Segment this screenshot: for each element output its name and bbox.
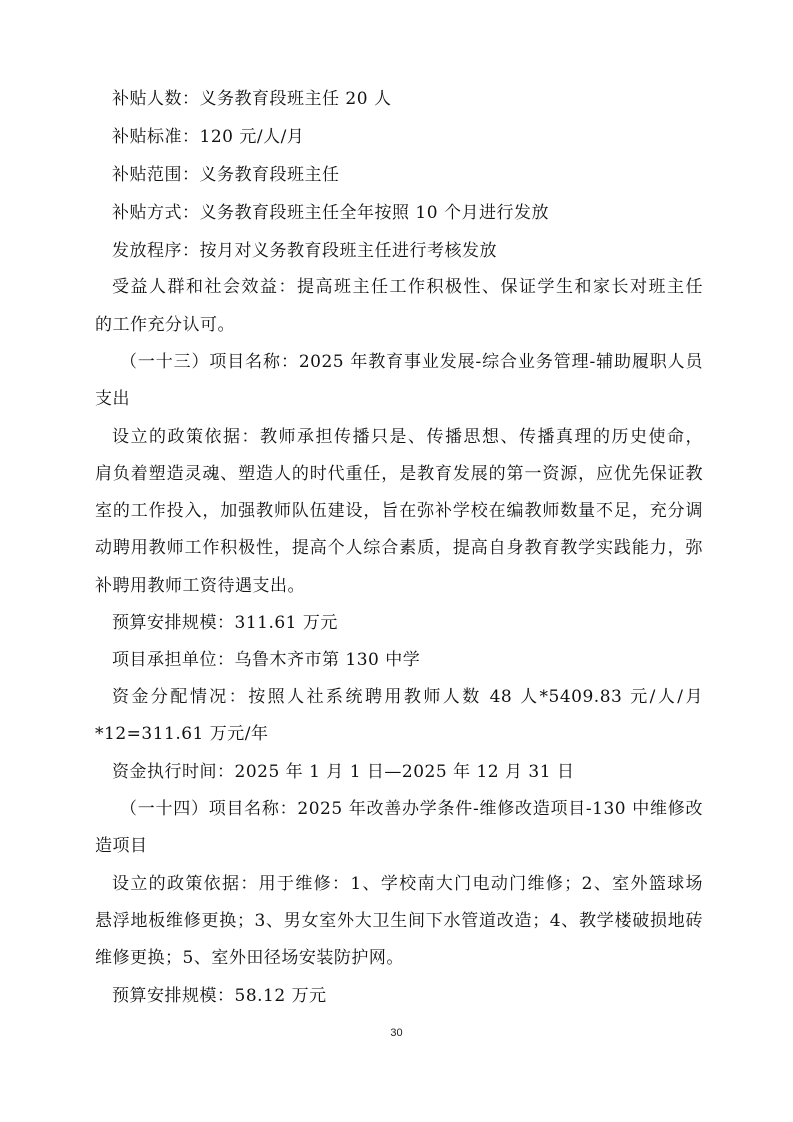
page-number: 30 (390, 1027, 403, 1039)
policy-basis-14-line-1: 设立的政策依据：用于维修：1、学校南大门电动门维修；2、室外篮球场 (112, 874, 703, 894)
fund-allocation-line-cont: *12=311.61 万元/年 (95, 724, 269, 744)
policy-basis-13-line-5: 补聘用教师工资待遇支出。 (95, 576, 305, 596)
execution-period-line: 资金执行时间：2025 年 1 月 1 日—2025 年 12 月 31 日 (112, 762, 575, 782)
policy-basis-13-line-4: 动聘用教师工作积极性，提高个人综合素质，提高自身教育教学实践能力，弥 (95, 538, 703, 558)
section-14-heading: （一十四）项目名称：2025 年改善办学条件-维修改造项目-130 中维修改 (120, 799, 703, 819)
beneficiaries-line: 受益人群和社会效益：提高班主任工作积极性、保证学生和家长对班主任 (112, 277, 703, 297)
beneficiaries-line-cont: 的工作充分认可。 (95, 315, 235, 335)
policy-basis-13-line-2: 肩负着塑造灵魂、塑造人的时代重任，是教育发展的第一资源，应优先保证教 (95, 464, 703, 484)
section-14-heading-cont: 造项目 (95, 836, 148, 856)
section-13-heading: （一十三）项目名称：2025 年教育事业发展-综合业务管理-辅助履职人员 (120, 352, 703, 372)
policy-basis-14-line-2: 悬浮地板维修更换；3、男女室外大卫生间下水管道改造；4、教学楼破损地砖 (95, 911, 703, 931)
budget-scale-13-line: 预算安排规模：311.61 万元 (112, 613, 338, 633)
subsidy-standard-line: 补贴标准：120 元/人/月 (112, 127, 305, 147)
policy-basis-13-line-1: 设立的政策依据：教师承担传播只是、传播思想、传播真理的历史使命， (112, 427, 703, 447)
distribution-procedure-line: 发放程序：按月对义务教育段班主任进行考核发放 (112, 241, 497, 261)
section-13-heading-cont: 支出 (95, 389, 130, 409)
subsidy-scope-line: 补贴范围：义务教育段班主任 (112, 165, 340, 185)
subsidy-method-line: 补贴方式：义务教育段班主任全年按照 10 个月进行发放 (112, 203, 549, 223)
policy-basis-13-line-3: 室的工作投入，加强教师队伍建设，旨在弥补学校在编教师数量不足，充分调 (95, 501, 703, 521)
fund-allocation-line: 资金分配情况：按照人社系统聘用教师人数 48 人*5409.83 元/人/月 (112, 687, 703, 707)
responsible-unit-line: 项目承担单位：乌鲁木齐市第 130 中学 (112, 650, 421, 670)
policy-basis-14-line-3: 维修更换；5、室外田径场安装防护网。 (95, 948, 404, 968)
subsidy-count-line: 补贴人数：义务教育段班主任 20 人 (112, 89, 392, 109)
budget-scale-14-line: 预算安排规模：58.12 万元 (112, 986, 327, 1006)
